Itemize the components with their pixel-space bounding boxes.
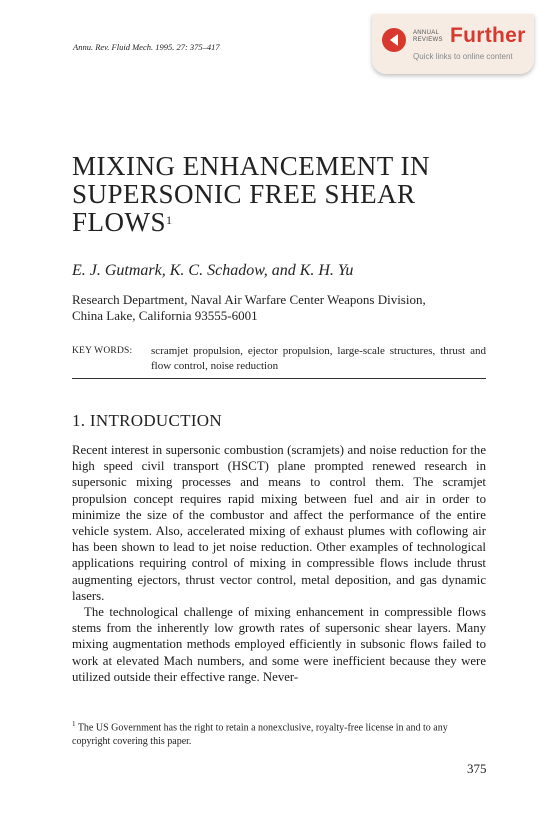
footnote-text: The US Government has the right to retain a nonexclusive, royalty-free license in and to any copyright covering this paper. bbox=[72, 722, 448, 748]
section-divider bbox=[72, 378, 486, 379]
affiliation bbox=[72, 292, 492, 324]
annual-reviews-logo-icon bbox=[382, 28, 406, 52]
keywords-label: KEY WORDS: bbox=[72, 346, 133, 356]
keywords-list: scramjet propulsion, ejector propulsion, large-scale structures, thrust and flow control, noise reduction bbox=[151, 345, 486, 372]
paragraph-2: The technological challenge of mixing enhancement in compressible flows stems from the inherently low growth rates of supersonic shear layers. Many mixing augmentation methods employed efficiently in subsonic flows failed to work at elevated Mach numbers, and some were inefficient because they were utilized outside their effective range. Never- bbox=[72, 605, 486, 684]
footnote bbox=[72, 717, 486, 749]
authors: E. J. Gutmark, K. C. Schadow, and K. H. Yu bbox=[72, 262, 354, 279]
further-badge[interactable] bbox=[372, 14, 534, 74]
title-footnote-marker[interactable]: 1 bbox=[166, 213, 173, 227]
further-label: Further bbox=[450, 24, 526, 47]
quick-links-label: Quick links to online content bbox=[413, 52, 513, 61]
paragraph-1: Recent interest in supersonic combustion (scramjets) and noise reduction for the high speed civil transport (HSCT) plane prompted renewed research in supersonic mixing processes and means to control them. The scramjet propulsion concept requires rapid mixing between fuel and air in order to minimize the size of the combustor and affect the performance of the entire vehicle system. Also, accelerated mixing of exhaust plumes with coflowing air has been shown to lead to jet noise reduction. Other examples of technological applications requiring control of mixing in compressible flows include thrust augmenting ejectors, thrust vector control, metal deposition, and gas dynamic lasers. bbox=[72, 443, 486, 603]
article-title-text: MIXING ENHANCEMENT IN SUPERSONIC FREE SHEAR FLOWS bbox=[72, 151, 430, 237]
journal-citation: Annu. Rev. Fluid Mech. 1995. 27: 375–417 bbox=[73, 42, 220, 52]
page-number: 375 bbox=[467, 761, 487, 776]
footnote-marker: 1 bbox=[72, 720, 76, 728]
affiliation-line-1: Research Department, Naval Air Warfare Center Weapons Division, bbox=[72, 292, 426, 307]
section-heading: 1. INTRODUCTION bbox=[72, 411, 222, 430]
article-title bbox=[72, 152, 492, 236]
annual-reviews-label: ANNUAL REVIEWS bbox=[413, 30, 443, 43]
affiliation-line-2: China Lake, California 93555-6001 bbox=[72, 308, 258, 323]
body-text bbox=[72, 442, 486, 685]
